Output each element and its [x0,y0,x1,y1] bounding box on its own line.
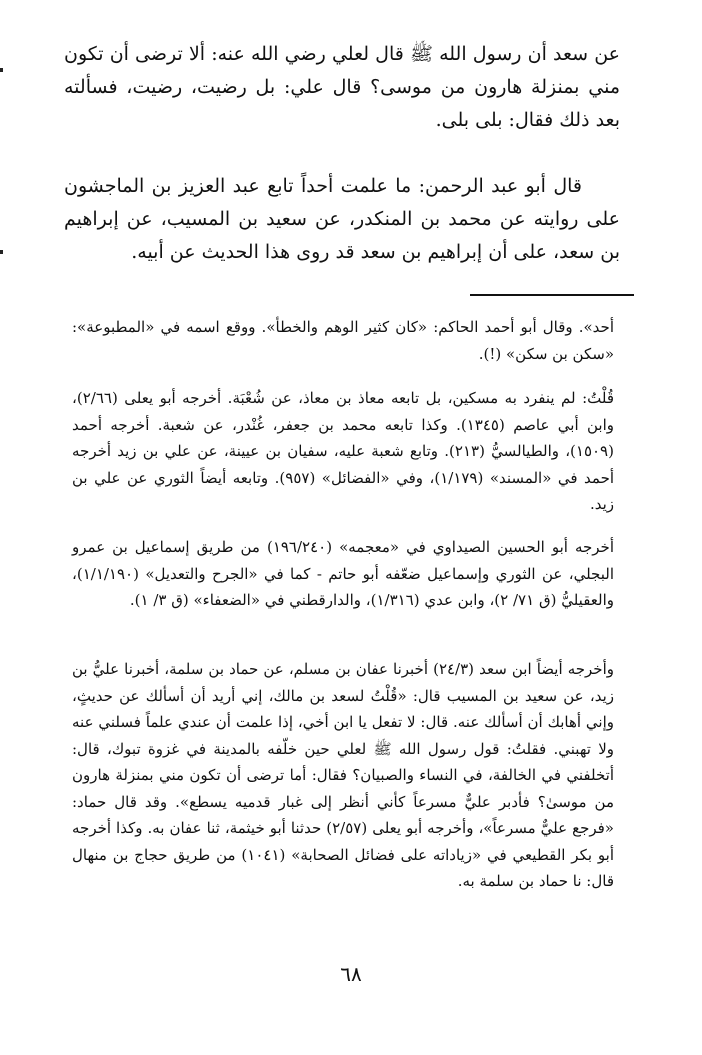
main-paragraph-hadith: عن سعد أن رسول الله ﷺ قال لعلي رضي الله عنه: ألا ترضى أن تكون مني بمنزلة هارون من موسى؟ قال علي: بل رضيت، رضيت، فسألته بعد ذلك فقال: بلى بلى. [64,43,620,131]
footnote-paragraph: أحد». وقال أبو أحمد الحاكم: «كان كثير الوهم والخطأ». ووقع اسمه في «المطبوعة»: «سكن بن سكن» (!). [72,318,614,363]
scan-edge-mark [0,250,3,254]
scan-edge-mark [0,68,3,72]
page-number: ٦٨ [340,962,362,986]
footnote-separator [470,294,634,296]
main-paragraph-commentary: قال أبو عبد الرحمن: ما علمت أحداً تابع عبد العزيز بن الماجشون على روايته عن محمد بن المنكدر، عن سعيد بن المسيب، عن إبراهيم بن سعد، على أن إبراهيم بن سعد قد روى هذا الحديث عن أبيه. [64,175,620,263]
footnote-paragraph: أخرجه أبو الحسين الصيداوي في «معجمه» (١٩٦/٢٤٠) من طريق إسماعيل بن عمرو البجلي، عن الثوري وإسماعيل ضعّفه أبو حاتم - كما في «الجرح والتعديل» (١/١/١٩٠)، والعقيليُّ (ق ٧١/ ٢)، وابن عدي (١/٣١٦)، والدارقطني في «الضعفاء» (ق ٣/ ١). [72,538,614,609]
footnote-paragraph: قُلْتُ: لم ينفرد به مسكين، بل تابعه معاذ بن معاذ، عن شُعْبَة. أخرجه أبو يعلى (٢/٦٦)، وابن أبي عاصم (١٣٤٥). وكذا تابعه محمد بن جعفر، غُنْدر، عن شعبة. أخرجه أحمد (١٥٠٩)، والطيالسيُّ (٢١٣). وتابع شعبة عليه، سفيان بن عيينة، عن علي بن زيد أخرجه أحمد في «المسند» (١/١٧٩)، وفي «الفضائل» (٩٥٧). وتابعه أيضاً الثوري عن علي بن زيد. [72,389,615,513]
footnote-paragraph: وأخرجه أيضاً ابن سعد (٢٤/٣) أخبرنا عفان بن مسلم، عن حماد بن سلمة، أخبرنا عليُّ بن زيد، عن سعيد بن المسيب قال: «قُلْتُ لسعد بن مالك، إني أريد أن أسألك عن حديثٍ، وإني أهابك أن أسألك عنه. قال: لا تفعل يا ابن أخي، إذا علمت أن عندي علماً فسلني عنه ولا تهبني. فقلتُ: قول رسول الله ﷺ لعلي حين خلّفه بالمدينة في غزوة تبوك، قال: أتخلفني في الخالفة، في النساء والصبيان؟ فقال: أما ترضى أن تكون مني بمنزلة هارون من موسىٰ؟ فأدبر عليٌّ مسرعاً كأني أنظر إلى غبار قدميه يسطع». وقد قال حماد: «فرجع عليٌّ مسرعاً»، وأخرجه أبو يعلى (٢/٥٧) حدثنا أبو خيثمة، ثنا عفان به. وكذا أخرجه أبو بكر القطيعي في «زياداته على فضائل الصحابة» (١٠٤١) من طريق حجاج بن منهال قال: نا حماد بن سلمة به. [72,660,615,890]
